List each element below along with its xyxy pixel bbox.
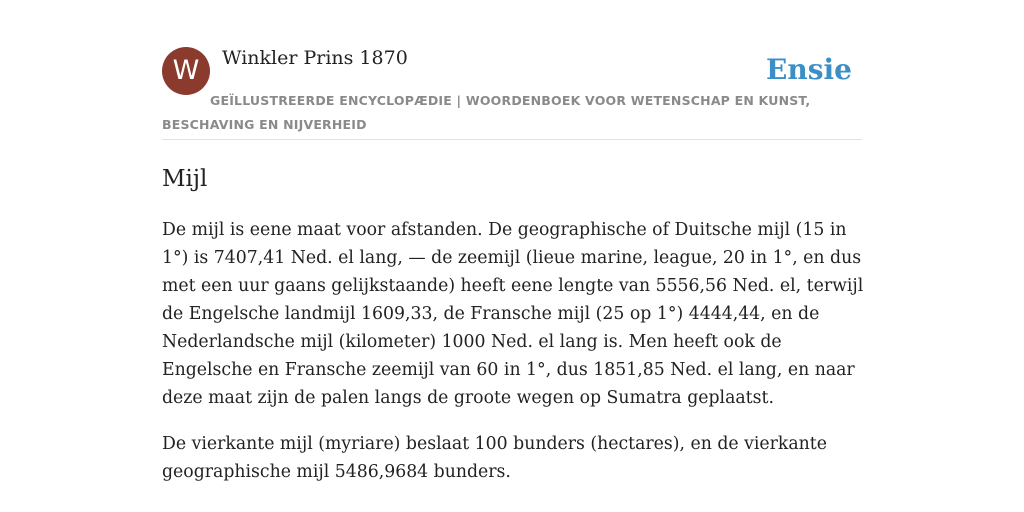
source-avatar: W [162,47,210,95]
entry-paragraph: De mijl is eene maat voor afstanden. De geographische of Duitsche mijl (15 in 1°) is 7407,41 Ned. el lang, — de zeemijl (lieue marine, league, 20 in 1°, en dus met een uur gaans gelijkstaande) heeft eene lengte van 5556,56 Ned. el, terwijl de Engelsche landmijl 1609,33, de Fransche mijl (25 op 1°) 4444,44, en de Nederlandsche mijl (kilometer) 1000 Ned. el lang is. Men heeft ook de Engelsche en Fransche zeemijl van 60 in 1°, dus 1851,85 Ned. el lang, en naar deze maat zijn de palen langs de groote wegen op Sumatra geplaatst. [162,220,864,408]
source-title[interactable]: Winkler Prins 1870 [222,47,408,69]
entry-body [162,216,864,504]
source-subtitle: GEÏLLUSTREERDE ENCYCLOPÆDIE | WOORDENBOEK VOOR WETENSCHAP EN KUNST, BESCHAVING EN NIJVERHEID [162,93,811,132]
entry-paragraph: De vierkante mijl (myriare) beslaat 100 bunders (hectares), en de vierkante geographische mijl 5486,9684 bunders. [162,434,827,482]
ensie-logo[interactable]: Ensie [766,53,852,86]
entry-headword: Mijl [162,166,208,192]
header-divider [162,139,862,140]
